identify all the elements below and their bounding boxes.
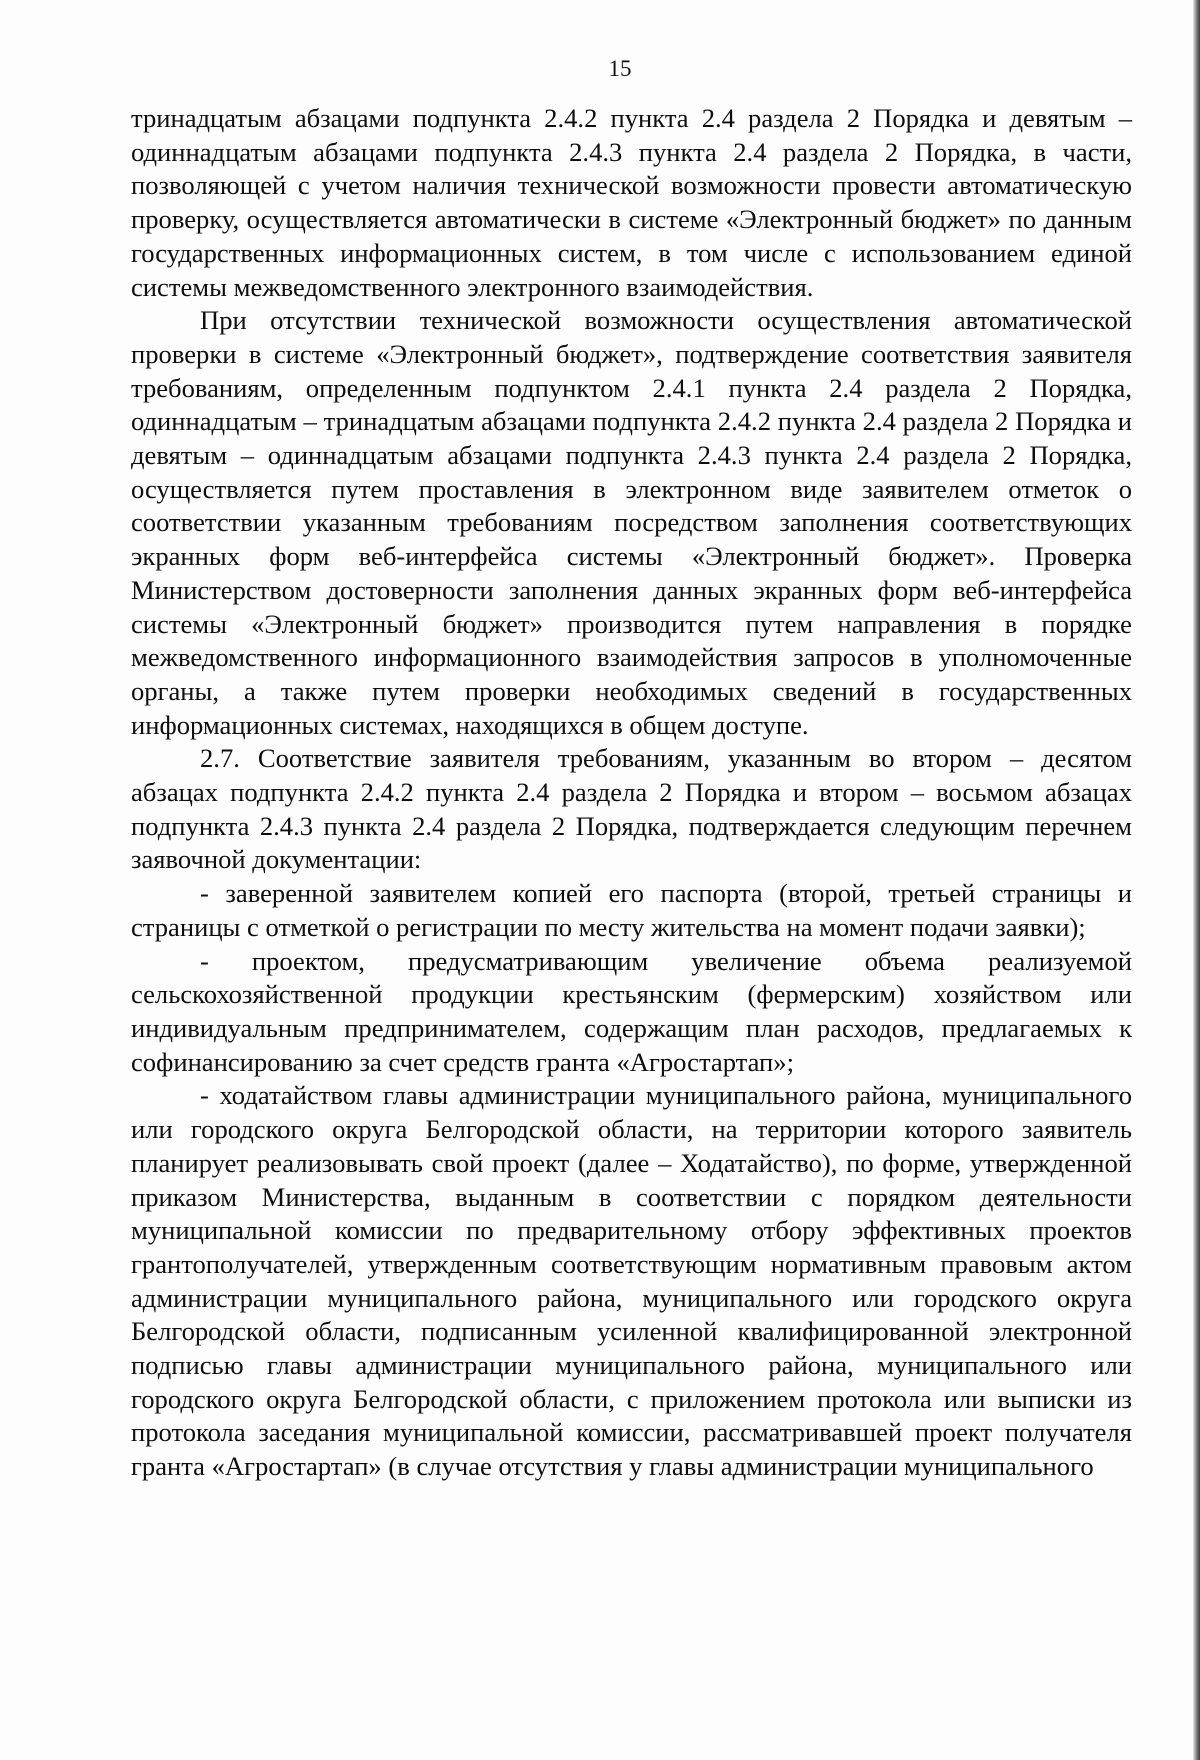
paragraph-continuation: тринадцатым абзацами подпункта 2.4.2 пункта 2.4 раздела 2 Порядка и девятым – одиннадцатым абзацами подпункта 2.4.3 пункта 2.4 раздела 2 Порядка, в части, позволяющей с учетом наличия технической возможности провести автоматическую проверку, осуществляется автоматически в системе «Электронный бюджет» по данным государственных информационных систем, в том числе с использованием единой системы межведомственного электронного взаимодействия. — [131, 103, 1132, 302]
list-item-petition: - ходатайством главы администрации муниципального района, муниципального или городского округа Белгородской области, на территории которого заявитель планирует реализовывать свой проект (далее – Ходатайство), по форме, утвержденной приказом Министерства, выданным в соответствии с порядком деятельности муниципальной комиссии по предварительному отбору эффективных проектов грантополучателей, утвержденным соответствующим нормативным правовым актом администрации муниципального района, муниципального или городского округа Белгородской области, подписанным усиленной квалифицированной электронной подписью главы администрации муниципального района, муниципального или городского округа Белгородской области, с приложением протокола или выписки из протокола заседания муниципальной комиссии, рассматривавшей проект получателя гранта «Агростартап» (в случае отсутствия у главы администрации муниципального — [131, 1080, 1132, 1482]
paragraph-automatic-check-absent: При отсутствии технической возможности осуществления автоматической проверки в системе «Электронный бюджет», подтверждение соответствия заявителя требованиям, определенным подпунктом 2.4.1 пункта 2.4 раздела 2 Порядка, одиннадцатым – тринадцатым абзацами подпункта 2.4.2 пункта 2.4 раздела 2 Порядка и девятым – одиннадцатым абзацами подпункта 2.4.3 пункта 2.4 раздела 2 Порядка, осуществляется путем проставления в электронном виде заявителем отметок о соответствии указанным требованиям посредством заполнения соответствующих экранных форм веб-интерфейса системы «Электронный бюджет». Проверка Министерством достоверности заполнения данных экранных форм веб-интерфейса системы «Электронный бюджет» производится путем направления в порядке межведомственного информационного взаимодействия запросов в уполномоченные органы, а также путем проверки необходимых сведений в государственных информационных системах, находящихся в общем доступе. — [131, 305, 1132, 740]
list-item-passport: - заверенной заявителем копией его паспорта (второй, третьей страницы и страницы с отметкой о регистрации по месту жительства на момент подачи заявки); — [131, 878, 1132, 942]
page-number: 15 — [608, 56, 632, 81]
document-body — [131, 102, 1132, 1484]
scan-edge-shadow — [1193, 0, 1200, 1760]
list-item-project: - проектом, предусматривающим увеличение объема реализуемой сельскохозяйственной продукции крестьянским (фермерским) хозяйством или индивидуальным предпринимателем, содержащим план расходов, предлагаемых к софинансированию за счет средств гранта «Агростартап»; — [131, 945, 1132, 1077]
paragraph-2-7: 2.7. Соответствие заявителя требованиям, указанным во втором – десятом абзацах подпункта 2.4.2 пункта 2.4 раздела 2 Порядка и втором – восьмом абзацах подпункта 2.4.3 пункта 2.4 раздела 2 Порядка, подтверждается следующим перечнем заявочной документации: — [131, 743, 1132, 875]
